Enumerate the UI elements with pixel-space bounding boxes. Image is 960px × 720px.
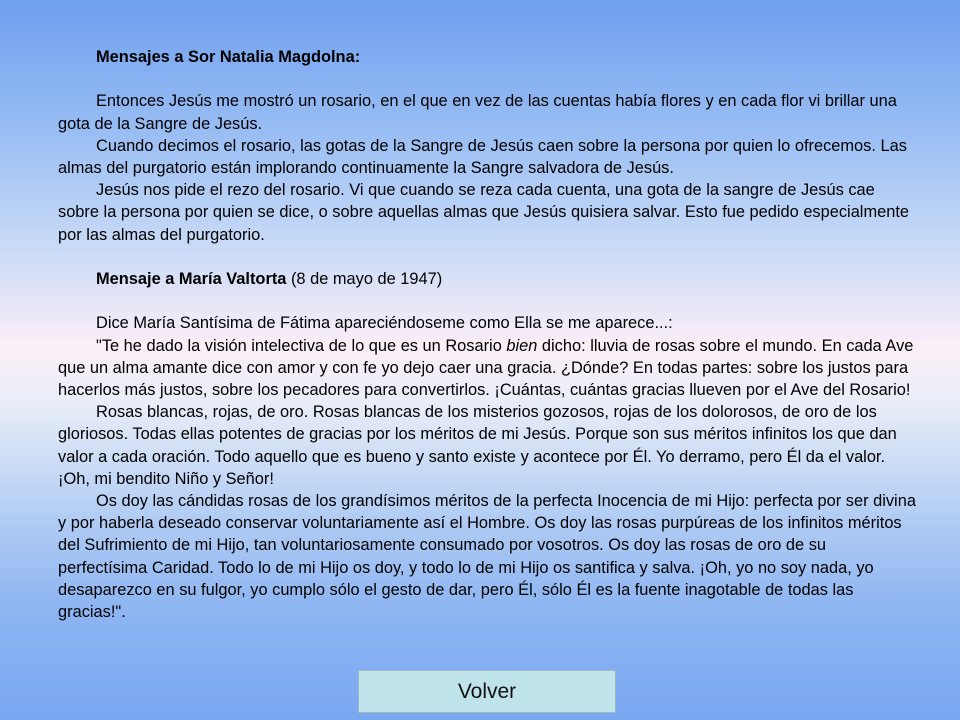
section2-heading-date: (8 de mayo de 1947) <box>286 270 443 288</box>
spacer <box>58 68 918 90</box>
spacer <box>58 246 918 268</box>
section2-quote-paragraph-3: Os doy las cándidas rosas de los grandísimos méritos de la perfecta Inocencia de mi Hijo: perfecta por ser divina y por haberla deseado conservar voluntariamente así el Hombre. Os doy las rosas purpúreas de los infinitos méritos del Sufrimiento de mi Hijo, tan voluntariosamente consumado por vosotros. Os doy las rosas de oro de su perfectísima Caridad. Todo lo de mi Hijo os doy, y todo lo de mi Hijo os santifica y salva. ¡Oh, yo no soy nada, yo desaparezco en su fulgor, yo cumplo sólo el gesto de dar, pero Él, sólo Él es la fuente inagotable de todas las gracias!". <box>58 492 916 622</box>
document-body <box>58 46 918 623</box>
back-button[interactable]: Volver <box>358 670 616 713</box>
section1-paragraph-1: Entonces Jesús me mostró un rosario, en el que en vez de las cuentas había flores y en cada flor vi brillar una gota de la Sangre de Jesús. <box>58 92 897 133</box>
section1-paragraph-2: Cuando decimos el rosario, las gotas de la Sangre de Jesús caen sobre la persona por quien lo ofrecemos. Las almas del purgatorio están implorando continuamente la Sangre salvadora de Jesús. <box>58 136 907 177</box>
quote-text-end: dicho: lluvia de rosas sobre el mundo. En cada Ave que un alma amante dice con amor y con fe yo dejo caer una gracia. ¿Dónde? En todas partes: sobre los justos para hacerlos más justos, sobre los pecadores para convertirlos. ¡Cuántas, cuántas gracias llueven por el Ave del Rosario! <box>58 336 914 399</box>
section2-intro: Dice María Santísima de Fátima apareciéndoseme como Ella se me aparece...: <box>96 314 673 333</box>
quote-text-start: "Te he dado la visión intelectiva de lo que es un Rosario <box>96 336 507 355</box>
section2-heading <box>58 268 918 290</box>
section1-paragraph-3: Jesús nos pide el rezo del rosario. Vi que cuando se reza cada cuenta, una gota de la sangre de Jesús cae sobre la persona por quien se dice, o sobre aquellas almas que Jesús quisiera salvar. Esto fue pedido especialmente por las almas del purgatorio. <box>58 181 910 244</box>
section2-heading-title: Mensaje a María Valtorta <box>96 270 287 288</box>
spacer <box>58 290 918 312</box>
section2-quote-paragraph-1 <box>58 335 918 402</box>
section2-quote-paragraph-2: Rosas blancas, rojas, de oro. Rosas blancas de los misterios gozosos, rojas de los dolorosos, de oro de los gloriosos. Todas ellas potentes de gracias por los méritos de mi Jesús. Porque son sus méritos infinitos los que dan valor a cada oración. Todo aquello que es bueno y santo existe y acontece por Él. Yo derramo, pero Él da el valor. ¡Oh, mi bendito Niño y Señor! <box>58 403 897 488</box>
quote-text-italic: bien <box>506 336 538 355</box>
section1-heading: Mensajes a Sor Natalia Magdolna: <box>96 48 361 66</box>
